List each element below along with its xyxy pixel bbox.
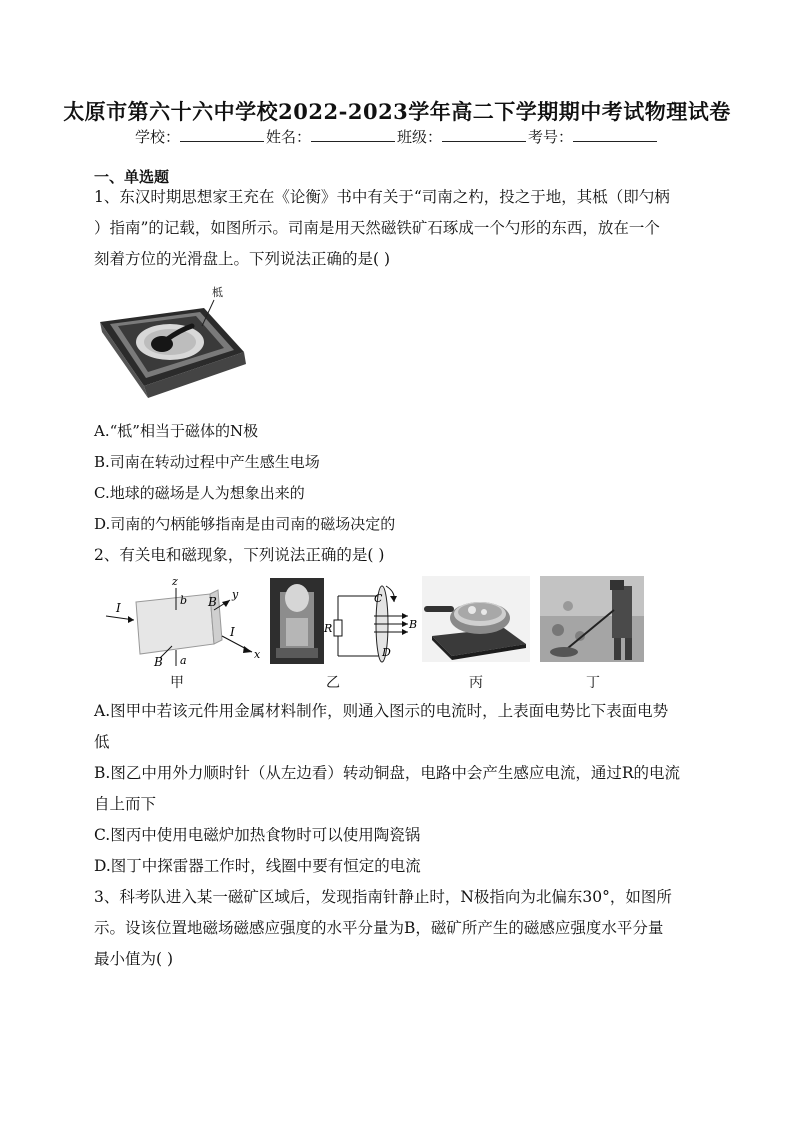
x-axis-label: x [254, 648, 261, 661]
question-1-line: 刻着方位的光滑盘上。下列说法正确的是( ) [94, 250, 391, 268]
page-title: 太原市第六十六中学校2022-2023学年高二下学期期中考试物理试卷 [63, 99, 731, 124]
class-label: 班级： [397, 128, 443, 146]
q2-option-b-line: 自上而下 [94, 795, 157, 813]
figure-jia [102, 576, 266, 668]
name-label: 姓名： [265, 128, 311, 146]
q2-option-c-line: C.图丙中使用电磁炉加热食物时可以使用陶瓷锅 [94, 826, 421, 844]
field-label-top: B [208, 595, 217, 609]
q2-option-d-line: D.图丁中探雷器工作时，线圈中要有恒定的电流 [94, 857, 421, 875]
y-axis-label: y [232, 588, 239, 601]
q1-option-a[interactable]: A.“柢”相当于磁体的N极 [94, 422, 259, 440]
figure-ding [540, 576, 644, 662]
question-3-line: 最小值为( ) [94, 950, 174, 968]
question-1-stem [94, 182, 706, 275]
c-label: C [374, 592, 383, 605]
question-2-stem: 2、有关电和磁现象，下列说法正确的是( ) [94, 546, 385, 564]
question-3-line: 示。设该位置地磁场磁感应强度的水平分量为B，磁矿所产生的磁感应强度水平分量 [94, 919, 664, 937]
q2-option-d[interactable] [94, 851, 706, 882]
r-label: R [324, 622, 333, 635]
d-label: D [382, 646, 391, 659]
q2-option-b-line: B.图乙中用外力顺时针（从左边看）转动铜盘，电路中会产生感应电流，通过R的电流 [94, 764, 680, 782]
z-axis-label: z [172, 575, 178, 588]
q1-option-b[interactable]: B.司南在转动过程中产生感生电场 [94, 453, 320, 471]
class-blank[interactable] [442, 127, 526, 142]
current-label: I [116, 601, 121, 615]
school-label: 学校： [134, 128, 180, 146]
caption-jia: 甲 [170, 675, 184, 691]
caption-ding: 丁 [586, 675, 600, 691]
question-1-line: 1、东汉时期思想家王充在《论衡》书中有关于“司南之杓，投之于地，其柢（即勺柄 [94, 188, 670, 206]
q2-option-b[interactable] [94, 758, 706, 820]
a-label: a [180, 654, 187, 667]
question-3-stem [94, 882, 706, 975]
exam-no-blank[interactable] [573, 127, 657, 142]
stem-label: 柢 [212, 286, 223, 299]
section-heading: 一、单选题 [94, 168, 170, 186]
exam-no-label: 考号： [528, 128, 574, 146]
q1-option-d[interactable]: D.司南的勺柄能够指南是由司南的磁场决定的 [94, 515, 396, 533]
q2-option-a-line: 低 [94, 733, 110, 751]
sinan-figure [96, 282, 256, 412]
field-label-bottom: B [154, 655, 163, 669]
figure-bing [422, 576, 530, 662]
q2-option-c[interactable] [94, 820, 706, 851]
current-label-right: I [230, 625, 235, 639]
question-3-line: 3、科考队进入某一磁矿区域后，发现指南针静止时，N极指向为北偏东30°，如图所 [94, 888, 672, 906]
school-blank[interactable] [180, 127, 264, 142]
question-1-line: ）指南”的记载，如图所示。司南是用天然磁铁矿石琢成一个勺形的东西，放在一个 [94, 219, 660, 237]
student-info [0, 126, 794, 147]
q2-option-a-line: A.图甲中若该元件用金属材料制作，则通入图示的电流时，上表面电势比下表面电势 [94, 702, 669, 720]
q2-option-a[interactable] [94, 696, 706, 758]
b-label: b [180, 594, 188, 607]
b-field-label: B [409, 618, 418, 631]
q1-option-c[interactable]: C.地球的磁场是人为想象出来的 [94, 484, 305, 502]
caption-bing: 丙 [469, 675, 483, 691]
figure-yi [270, 578, 416, 664]
name-blank[interactable] [311, 127, 395, 142]
caption-yi: 乙 [326, 675, 340, 691]
